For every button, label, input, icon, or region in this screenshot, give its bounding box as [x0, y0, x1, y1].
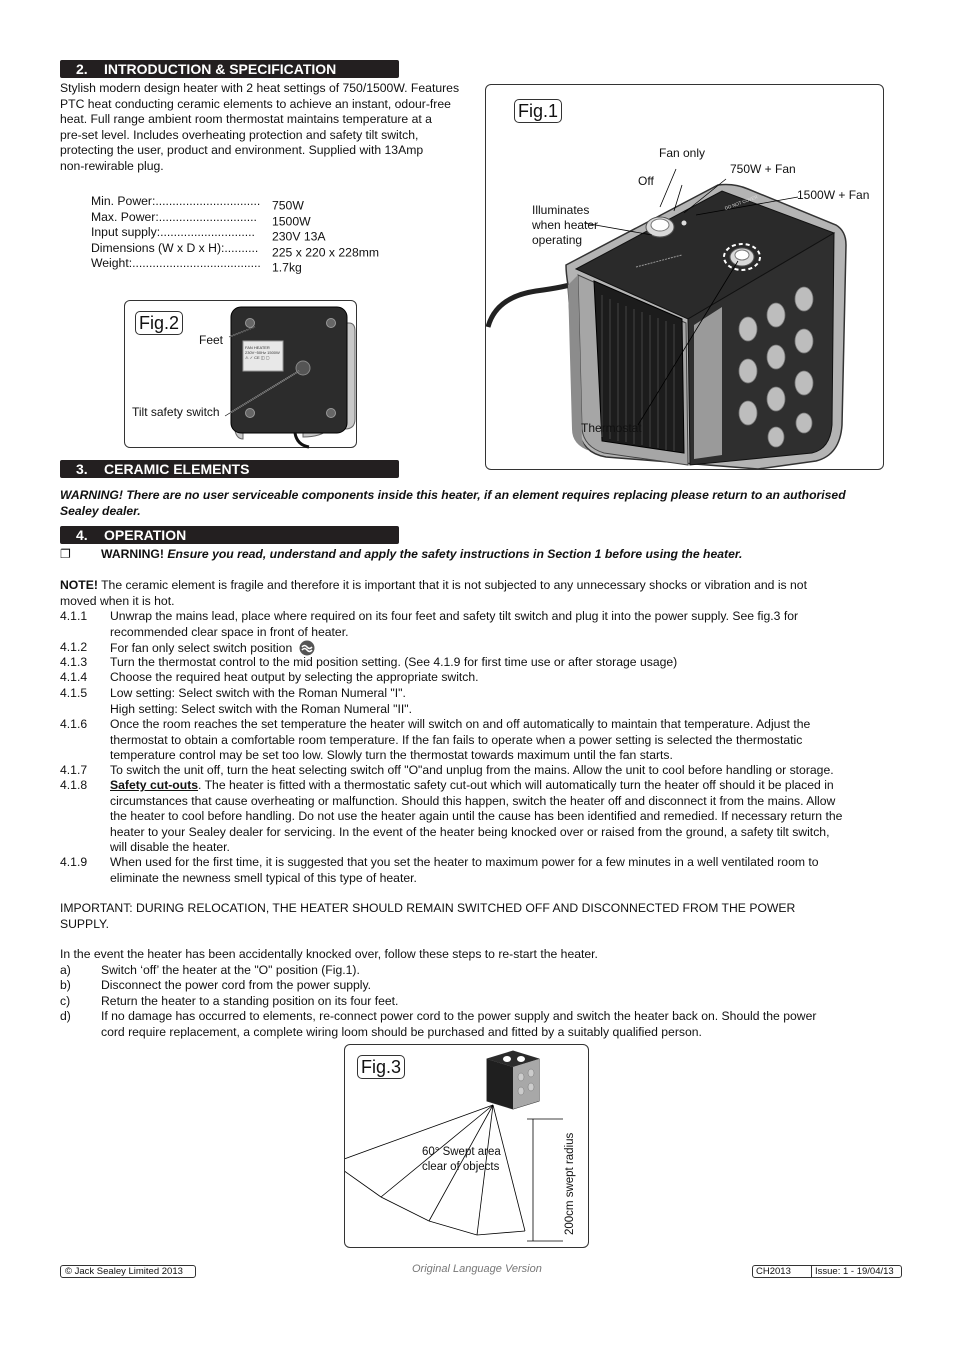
item-line: Unwrap the mains lead, place where required on its four feet and safety tilt switch and plug it into the power supply. See fig.3 for [110, 609, 799, 623]
fig2-tilt-callout: Tilt safety switch [132, 405, 220, 419]
step-letter: d) [60, 1009, 71, 1023]
fig3-label: Fig.3 [357, 1055, 405, 1079]
spec-row [91, 256, 302, 276]
item-line: Low setting: Select switch with the Roman Numeral "I". [110, 686, 406, 700]
item-line: . The heater is fitted with a thermostatic safety cut-out which will automatically turn the heater off should it be placed in [198, 778, 834, 792]
intro-line: PTC heat conducting ceramic elements to achieve an instant, odour-free [60, 96, 451, 111]
instruction-4-1-5 [60, 686, 892, 717]
callout-line: operating [532, 233, 583, 247]
item-line: Turn the thermostat control to the mid position setting. (See 4.1.9 for first time use or after storage usage) [110, 655, 678, 669]
warning-text: Ensure you read, understand and apply the safety instructions in Section 1 before using the heater. [167, 547, 743, 561]
note-label: NOTE! [60, 578, 98, 592]
item-line: temperature control may be set too low. Slowly turn the thermostat towards maximum until the fan starts. [110, 748, 673, 762]
spec-label: Max. Power:............................. [91, 209, 257, 224]
item-line: When used for the first time, it is suggested that you set the heater to maximum power for a few minutes in a well ventilated room to [110, 855, 819, 869]
important-line: SUPPLY. [60, 916, 110, 931]
item-line: To switch the unit off, turn the heat selecting switch off "O"and unplug from the mains. Allow the unit to cool before handling or storage. [110, 763, 834, 777]
restart-step-c [60, 994, 892, 1010]
intro-paragraph [60, 81, 470, 174]
fig2-panel [124, 300, 357, 448]
section-title: OPERATION [104, 527, 187, 543]
fig3-panel [344, 1044, 589, 1248]
fan-only-symbol-icon [299, 640, 315, 656]
warning-label: WARNING! [101, 547, 164, 561]
instruction-4-1-8 [60, 778, 892, 856]
item-line: thermostat to obtain a comfortable room temperature. If the fan fails to operate when a power setting is selected the thermostatic [110, 732, 803, 747]
spec-value: 1.7kg [272, 260, 302, 275]
operation-note [60, 578, 900, 609]
step-line: Return the heater to a standing position on its four feet. [101, 994, 399, 1008]
section-title: INTRODUCTION & SPECIFICATION [104, 61, 337, 77]
fig3-swept-area-label [422, 1145, 501, 1175]
item-number: 4.1.8 [60, 778, 88, 792]
spec-value: 750W [272, 198, 304, 213]
intro-line: Stylish modern design heater with 2 heat settings of 750/1500W. Features [60, 81, 460, 95]
callout-line: when heater [532, 218, 599, 232]
warning-line: Sealey dealer. [60, 503, 141, 518]
fig1-thermostat-callout: Thermostat [581, 421, 642, 435]
section-3-heading [60, 460, 399, 478]
fig1-off-callout: Off [638, 174, 654, 188]
item-line: For fan only select switch position [110, 641, 293, 655]
footer-issue: Issue: 1 - 19/04/13 [815, 1266, 894, 1277]
step-letter: a) [60, 963, 71, 977]
section-number: 2. [76, 61, 88, 77]
item-number: 4.1.9 [60, 855, 88, 869]
fig1-do-not-cover-mark: DO NOT COVER [724, 194, 759, 211]
fig1-heater-illustration [486, 85, 885, 471]
fig3-radius-label: 200cm swept radius [564, 1132, 576, 1235]
fig2-rating-plate [245, 345, 281, 360]
section-4-heading [60, 526, 399, 544]
restart-step-a [60, 963, 892, 979]
checkbox-bullet-icon: ❐ [60, 547, 71, 561]
item-line: Once the room reaches the set temperature the heater will switch on and off automatically to maintain that temperature. Adjust the [110, 717, 811, 731]
note-text: moved when it is hot. [60, 593, 175, 608]
intro-line: non-rewirable plug. [60, 158, 164, 173]
item-number: 4.1.3 [60, 655, 88, 669]
warning-line: WARNING! There are no user serviceable components inside this heater, if an element requires replacing please return to an authorised [60, 488, 846, 502]
section-2-heading [60, 60, 399, 78]
instruction-4-1-6 [60, 717, 892, 764]
plate-subtitle: 230V~50Hz 1500W [245, 350, 280, 355]
footer-divider [811, 1265, 812, 1278]
instruction-4-1-7 [60, 763, 892, 779]
footer-language-version: Original Language Version [412, 1263, 542, 1275]
footer-product-code: CH2013 [756, 1266, 791, 1277]
callout-line: Illuminates [532, 203, 590, 217]
instruction-4-1-1 [60, 609, 892, 640]
fig1-1500w-callout: 1500W + Fan [797, 188, 870, 202]
spec-label: Dimensions (W x D x H):.......... [91, 240, 259, 255]
intro-line: pre-set level. Includes overheating protection and safety tilt switch, [60, 127, 419, 142]
item-number: 4.1.6 [60, 717, 88, 731]
fig1-label: Fig.1 [514, 99, 562, 123]
step-line: Switch ‘off’ the heater at the "O" position (Fig.1). [101, 963, 360, 977]
restart-step-d [60, 1009, 892, 1040]
spec-value: 1500W [272, 214, 311, 228]
item-number: 4.1.7 [60, 763, 88, 777]
item-line: High setting: Select switch with the Roman Numeral "II". [110, 701, 412, 716]
item-line: will disable the heater. [110, 840, 230, 854]
intro-line: heat. Full range ambient room thermostat maintains temperature at a [60, 112, 432, 126]
spec-value: 230V 13A [272, 229, 326, 244]
important-relocation-notice [60, 901, 900, 932]
intro-line: protecting the user, product and environment. Supplied with 13Amp [60, 143, 424, 157]
note-text: The ceramic element is fragile and therefore it is important that it is not subjected to any unnecessary shocks or vibration and is not [101, 578, 807, 592]
step-letter: c) [60, 994, 71, 1008]
step-line: cord require replacement, a complete wiring loom should be purchased and fitted by a suitably qualified person. [101, 1024, 702, 1039]
section-title: CERAMIC ELEMENTS [104, 461, 250, 477]
ceramic-warning [60, 488, 900, 519]
item-line: heater to your Sealey dealer for servicing. In the event of the heater being knocked over or raised from the ground, a safety tilt switch, [110, 824, 830, 839]
knocked-over-intro: In the event the heater has been accidentally knocked over, follow these steps to re-start the heater. [60, 947, 598, 961]
section-number: 3. [76, 461, 88, 477]
item-number: 4.1.4 [60, 670, 88, 684]
safety-cutouts-label: Safety cut-outs [110, 778, 199, 792]
item-line: circumstances that cause overheating or malfunction. Should this happen, switch the heater off and disconnect it from the mains. Allow [110, 793, 836, 808]
step-line: Disconnect the power cord from the power supply. [101, 978, 372, 992]
spec-label: Input supply:............................ [91, 225, 255, 239]
plate-title: FAN HEATER [245, 345, 270, 350]
item-number: 4.1.5 [60, 686, 88, 700]
instruction-4-1-3 [60, 655, 892, 671]
spec-label: Weight:...................................... [91, 256, 261, 270]
item-line: eliminate the newness smell typical of this type of heater. [110, 870, 417, 885]
item-number: 4.1.1 [60, 609, 88, 623]
spec-value: 225 x 220 x 228mm [272, 245, 380, 259]
plate-marks: ⚠ ✓ CE ◫ ▢ [245, 355, 270, 360]
operation-warning [60, 547, 743, 563]
section-number: 4. [76, 527, 88, 543]
fig2-label: Fig.2 [135, 311, 183, 335]
item-line: Choose the required heat output by selecting the appropriate switch. [110, 670, 479, 684]
restart-step-b [60, 978, 892, 994]
swept-line: 60° Swept area [422, 1146, 501, 1158]
instruction-4-1-9 [60, 855, 892, 886]
footer-issue-box [752, 1265, 902, 1278]
important-line: IMPORTANT: DURING RELOCATION, THE HEATER SHOULD REMAIN SWITCHED OFF AND DISCONNECTED FROM THE POWER [60, 901, 796, 915]
item-line: the heater to cool before handling. Do not use the heater again until the cause has been identified and remedied. If necessary return the [110, 809, 843, 823]
item-number: 4.1.2 [60, 640, 88, 654]
swept-line: clear of objects [422, 1161, 500, 1173]
fig1-panel [485, 84, 884, 470]
instruction-4-1-4 [60, 670, 892, 686]
fig2-feet-callout: Feet [199, 333, 224, 347]
fig1-illuminates-callout [532, 203, 598, 248]
step-line: If no damage has occurred to elements, re-connect power cord to the power supply and switch the heater back on. Should the power [101, 1009, 817, 1023]
spec-label: Min. Power:............................... [91, 194, 261, 208]
fig1-fan-only-callout: Fan only [659, 146, 706, 160]
step-letter: b) [60, 978, 71, 992]
footer-copyright: © Jack Sealey Limited 2013 [60, 1265, 196, 1278]
fig1-750w-callout: 750W + Fan [730, 162, 796, 176]
item-line: recommended clear space in front of heater. [110, 624, 349, 639]
